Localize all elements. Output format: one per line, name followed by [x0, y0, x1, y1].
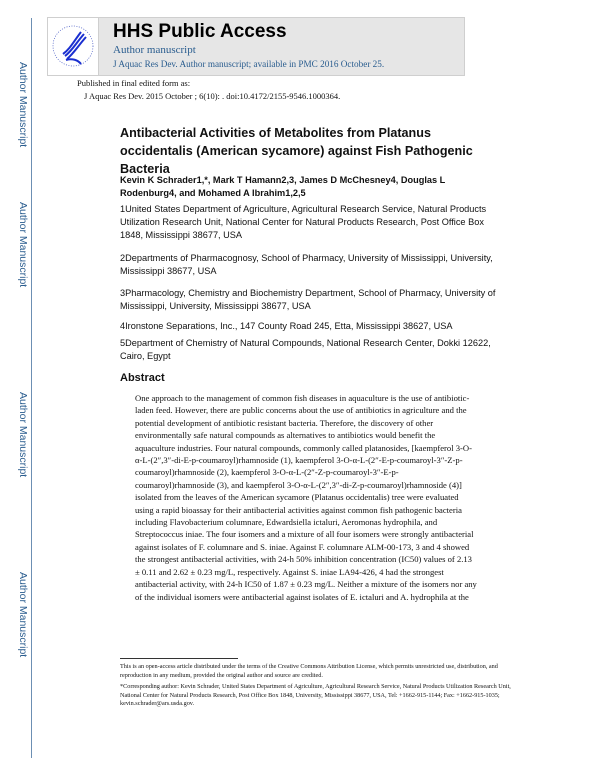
header-title: HHS Public Access — [113, 21, 287, 42]
abstract-body — [135, 392, 480, 603]
footnote-rule — [120, 658, 238, 659]
abstract-line: coumaroyl)rhamnoside (3), and kaempferol 3-O-α-L-(2″,3″-di-Z-p-coumaroyl)rhamnoside (4)] — [135, 479, 462, 490]
abstract-line: potential development of antibiotic resistant bacteria. Therefore, the discovery of other — [135, 417, 434, 428]
abstract-line: isolated from the leaves of the American sycamore (Platanus occidentalis) tree were evaluated — [135, 492, 459, 503]
header-subtitle: Author manuscript — [113, 44, 196, 56]
hhs-header — [47, 17, 465, 76]
published-label: Published in final edited form as: — [77, 78, 191, 88]
affiliation: 2Departments of Pharmacognosy, School of Pharmacy, University of Mississippi, University, Mississippi 38677, USA — [120, 253, 493, 276]
abstract-line: coumaroyl)rhamnoside (2), kaempferol 3-O-α-L-(2″-Z-p-coumaroyl-3″-E-p- — [135, 467, 399, 478]
abstract-line: including Flavobacterium columnare, Edwardsiella ictaluri, Aeromonas hydrophila, and — [135, 517, 438, 528]
abstract-line: ± 0.11 and 2.62 ± 0.23 mg/L, respectively. Against S. iniae LA94-426, 4 had the strongest — [135, 566, 444, 577]
abstract-line: against isolates of F. columnare and S. iniae. Against F. columnare ALM-00-173, 3 and 4 showed — [135, 541, 470, 552]
abstract-line: using a rapid bioassay for their antibacterial activities against common fish pathogenic bacteria — [135, 504, 462, 515]
footnotes — [120, 663, 520, 709]
availability-note: J Aquac Res Dev. Author manuscript; available in PMC 2016 October 25. — [113, 59, 385, 69]
affiliation: 1United States Department of Agriculture, Agricultural Research Service, Natural Products Utilization Research Unit, National Center for Natural Products Research, Post Office Box 1848, Mississippi 38677, USA — [120, 204, 487, 240]
abstract-line: laden feed. However, there are public concerns about the use of antibiotics in agriculture and the — [135, 405, 467, 416]
abstract-line: Streptococcus iniae. The four isomers and a mixture of all four isomers were strongly antibacterial — [135, 529, 474, 540]
authors: Kevin K Schrader1,*, Mark T Hamann2,3, James D McChesney4, Douglas L Rodenburg4, and Mohamed A Ibrahim1,2,5 — [120, 175, 446, 198]
side-label: Author Manuscript — [17, 202, 29, 288]
side-label: Author Manuscript — [17, 392, 29, 478]
corresponding-author-note: *Corresponding author: Kevin Schrader, United States Department of Agriculture, Agricultural Research Service, Natural Products Utilization Research Unit, National Center for Natural Products Research, Post Office Box 1848, University, Mississippi 38677, USA, Tel: +1662-915-1144; Fax: +1662-915-1035; kevin.schrader@ars.usda.gov. — [120, 683, 511, 708]
affiliation: 4Ironstone Separations, Inc., 147 County Road 245, Etta, Mississippi 38627, USA — [120, 321, 453, 331]
abstract-line: α-L-(2″,3″-di-E-p-coumaroyl)rhamnoside (1), kaempferol 3-O-α-L-(2″-E-p-coumaroyl-3″-Z-p- — [135, 455, 463, 466]
article-title: Antibacterial Activities of Metabolites from Platanus occidentalis (American sycamore) against Fish Pathogenic Bacteria — [120, 126, 473, 176]
affiliation: 5Department of Chemistry of Natural Compounds, National Research Center, Dokki 12622, Cairo, Egypt — [120, 338, 491, 361]
hhs-eagle-logo-icon — [48, 18, 99, 75]
citation: J Aquac Res Dev. 2015 October ; 6(10): . doi:10.4172/2155-9546.1000364. — [84, 91, 341, 101]
abstract-line: antibacterial activity, with 24-h IC50 of 1.87 ± 0.23 mg/L. Neither a mixture of the isomers nor any — [135, 579, 477, 590]
affiliation: 3Pharmacology, Chemistry and Biochemistry Department, School of Pharmacy, University of Mississippi, University, Mississippi 38677, USA — [120, 288, 496, 311]
abstract-line: the strongest antibacterial activities, with 24-h 50% inhibition concentration (IC50) values of 2.13 — [135, 554, 472, 565]
side-label: Author Manuscript — [17, 572, 29, 658]
side-label: Author Manuscript — [17, 62, 29, 148]
abstract-heading: Abstract — [120, 372, 165, 384]
abstract-line: One approach to the management of common fish diseases in aquaculture is the use of antibiotic- — [135, 393, 470, 403]
abstract-line: aquaculture industries. Four natural compounds, commonly called platanosides, [kaempferol 3-O- — [135, 442, 472, 453]
side-rule — [31, 18, 32, 758]
abstract-line: of the individual isomers were antibacterial against isolates of E. ictaluri and A. hydrophila at the — [135, 591, 469, 602]
license-note: This is an open-access article distributed under the terms of the Creative Commons Attribution License, which permits unrestricted use, distribution, and reproduction in any medium, provided the original author and source are credited. — [120, 663, 498, 679]
abstract-line: environmentally safe natural compounds as alternatives to antibiotics would benefit the — [135, 430, 436, 441]
